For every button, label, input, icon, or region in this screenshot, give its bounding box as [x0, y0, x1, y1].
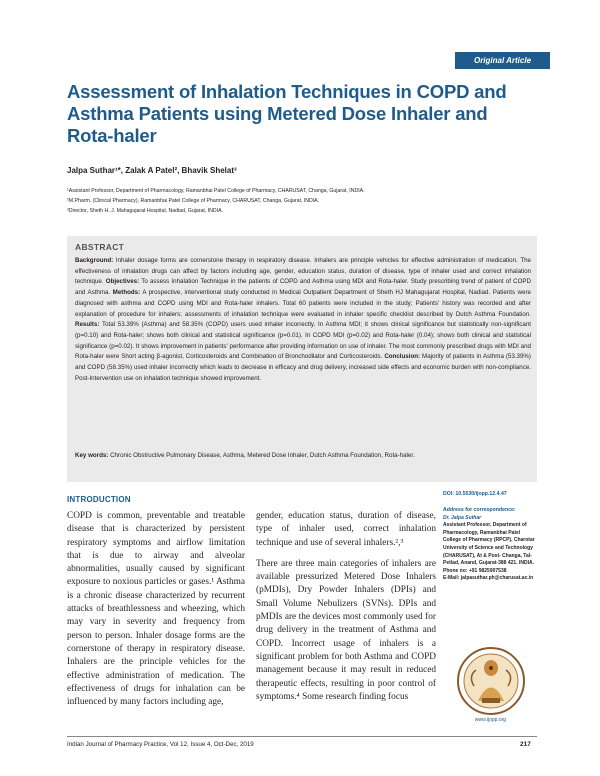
page-number: 217: [520, 741, 531, 748]
abstract-text: [75, 256, 531, 384]
intro-col2-paragraph-1: gender, education status, duration of disease, type of inhaler used, correct inhalation technique and use of several inhalers.²,³: [256, 511, 436, 548]
abstract-heading: ABSTRACT: [75, 242, 125, 252]
objectives-text: To assess Inhalation Technique in the patients of COPD and Asthma using MDI and Rota-haler. Study prescribing trend of patient of COPD and Asthma.: [75, 278, 531, 297]
methods-text: A prospective, interventional study conducted in Medical Outpatient Department of Sheth HJ Mahagujarat Hospital, Nadiad. Patients were diagnosed with asthma and COPD using MDI and Rota-haler inhalers. Total 60 patients were included in the study; Patients' history was recorded and after explanation of procedure for inhalers; assessments of inhalation technique were evaluated in inhaler specific checklist described by Dutch Asthma Foundation.: [75, 289, 531, 318]
keywords: [75, 451, 531, 462]
article-type-badge: Original Article: [455, 52, 550, 69]
affiliation-3: ³Director, Sheth H. J. Mahagujarat Hospital, Nadiad, Gujarat, INDIA.: [67, 208, 223, 214]
conclusion-label: Conclusion:: [384, 353, 421, 361]
journal-website[interactable]: www.ijopp.org: [474, 717, 507, 723]
correspondence-address: Assistant Professor, Department of Pharmacology, Ramanbhai Patel College of Pharmacy (RPCP), Charotar University of Science and Technology (CHARUSAT), At & Post- Changa, Tal- Petlad, Anand, Gujarat-388 421. INDIA.: [443, 522, 535, 567]
correspondence-email[interactable]: E-Mail: jalpasuthar.ph@charusat.ac.in: [443, 575, 534, 582]
footer-divider: [67, 736, 537, 737]
affiliations: [67, 186, 537, 216]
keywords-text: Chronic Obstructive Pulmonary Disease, Asthma, Metered Dose Inhaler, Dutch Asthma Foundation, Rota-haler.: [110, 452, 415, 459]
keywords-label: Key words:: [75, 452, 109, 459]
affiliation-2: ²M.Pharm. (Clinical Pharmacy), Ramanbhai Patel College of Pharmacy, CHARUSAT, Changa, Gujarat, INDIA.: [67, 198, 320, 204]
intro-column-2: [256, 510, 436, 704]
background-text: Inhaler dosage forms are cornerstone therapy in respiratory disease. Inhalers are principle vehicles for effective administration of medication. The effectiveness of inhalation drugs can affect by factors including age, gender, education status, duration of disease, type of inhaler used and correct inhalation technique.: [75, 257, 531, 286]
footer-journal: Indian Journal of Pharmacy Practice, Vol 12, Issue 4, Oct-Dec, 2019: [67, 741, 254, 748]
journal-emblem-icon: [456, 646, 526, 716]
intro-col2-paragraph-2: There are three main categories of inhalers are available pressurized Metered Dose Inhalers (pMDIs), Dry Powder Inhalers (DPIs) and Small Volume Nebulizers (SVNs). DPIs and pMDIs are the devices most commonly used for drug delivery in the treatment of Asthma and COPD. Incorrect usage of inhalers is a significant problem for both Asthma and COPD management because it may result in reduced therapeutic effects, resulting in poor control of symptoms.⁴ Some research finding focus: [256, 558, 436, 702]
conclusion-text: Majority of patients in Asthma (53.39%) and COPD (58.35%) used inhaler incorrectly which leads to decrease in efficacy and drug delivery, increased side effects and economic burden with non-compliance. Post-Intervention use on inhalation technique showed improvement.: [75, 353, 531, 382]
correspondence-phone: Phone no: +91 9825907538: [443, 567, 507, 574]
methods-label: Methods:: [112, 289, 141, 297]
affiliation-1: ¹Assistant Professor, Department of Pharmacology, Ramanbhai Patel College of Pharmacy, CHARUSAT, Changa, Gujarat, INDIA.: [67, 188, 365, 194]
correspondence-label: Address for correspondence:: [443, 507, 516, 513]
results-label: Results:: [75, 321, 100, 329]
authors: Jalpa Suthar¹*, Zalak A Patel², Bhavik Shelat³: [67, 166, 237, 175]
correspondence-name: Dr. Jalpa Suthar: [443, 514, 482, 521]
doi[interactable]: DOI: 10.5530/ijopp.12.4.47: [443, 491, 507, 497]
correspondence-sidebar: [443, 507, 538, 583]
intro-column-1: COPD is common, preventable and treatable disease that is characterized by persistent respiratory symptoms and airflow limitation that is due to airway and alveolar abnormalities, usually caused by significant exposure to noxious particles or gases.¹ Asthma is a chronic disease characterized by recurrent attacks of breathlessness and wheezing, which may vary in severity and frequency from person to person. Inhaler dosage forms are the cornerstone of therapy in respiratory disease. Inhalers are the principle vehicles for the effective administration of medication. The effectiveness of drugs for inhalation can be influenced by many factors including age,: [67, 511, 245, 708]
background-label: Background:: [75, 257, 114, 264]
objectives-label: Objectives:: [105, 278, 140, 286]
article-title: Assessment of Inhalation Techniques in COPD and Asthma Patients using Metered Dose Inhaler and Rota-haler: [67, 81, 507, 146]
results-text: Total 53.39% (Asthma) and 58.35% (COPD) users used inhaler incorrectly. In Asthma MDI; it shows clinical significance but statistically non-significant (p=0.10) and Rota-haler; shows both clinical and statistical significance (p=0.01). In COPD MDI (p=0.02) and Rota-haler (0.04); shows both clinical and statistical significance (p=0.02). It shows improvement in patients' performance after providing information on use of inhaler. The most commonly prescribed drugs with MDI and Rota-haler were Short acting β-agonist, Corticosteroids and Combination of Bronchodilator and Corticosteroids.: [75, 321, 532, 361]
introduction-heading: INTRODUCTION: [67, 495, 131, 504]
